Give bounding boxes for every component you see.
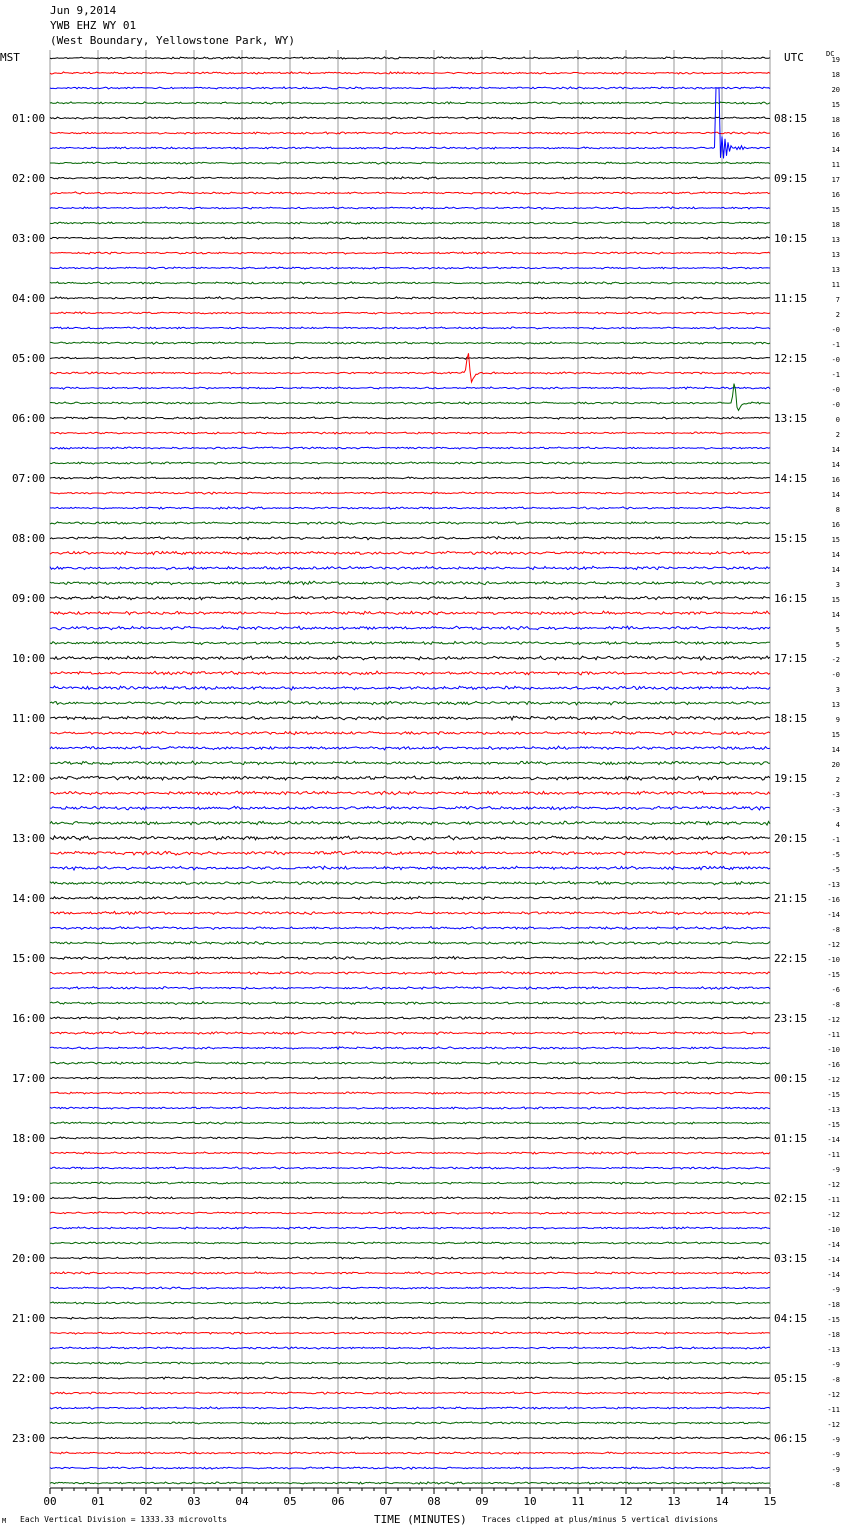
dc-offset-label: -10 xyxy=(827,1226,840,1234)
dc-offset-label: -0 xyxy=(831,671,840,679)
dc-offset-label: 11 xyxy=(831,161,840,169)
trace-row-78 xyxy=(50,1227,770,1229)
trace-row-48 xyxy=(50,776,770,780)
hour-label-left: 14:00 xyxy=(12,892,46,905)
hour-label-right: 10:15 xyxy=(774,232,808,245)
trace-row-19 xyxy=(50,342,770,344)
hour-label-left: 03:00 xyxy=(12,232,46,245)
trace-row-72 xyxy=(50,1137,770,1139)
hour-label-left: 02:00 xyxy=(12,172,46,185)
dc-offset-label: 15 xyxy=(831,596,840,604)
dc-offset-label: 14 xyxy=(831,146,840,154)
trace-row-81 xyxy=(50,1272,770,1274)
hour-label-right: 18:15 xyxy=(774,712,808,725)
trace-row-37 xyxy=(50,611,770,615)
trace-row-15 xyxy=(50,282,770,284)
x-tick-label: 01 xyxy=(91,1495,105,1508)
trace-row-74 xyxy=(50,1167,770,1169)
dc-offset-label: 14 xyxy=(831,551,840,559)
dc-offset-label: -15 xyxy=(827,971,840,979)
trace-row-51 xyxy=(50,821,770,825)
dc-offset-label: -6 xyxy=(831,986,840,994)
trace-row-46 xyxy=(50,746,770,750)
hour-label-right: 05:15 xyxy=(774,1372,808,1385)
trace-row-8 xyxy=(50,177,770,179)
trace-row-71 xyxy=(50,1122,770,1124)
trace-row-84 xyxy=(50,1317,770,1319)
trace-row-7 xyxy=(50,162,770,164)
hour-label-right: 22:15 xyxy=(774,952,808,965)
trace-row-62 xyxy=(50,987,770,990)
dc-offset-label: -9 xyxy=(831,1451,840,1459)
trace-row-57 xyxy=(50,911,770,914)
trace-row-20 xyxy=(50,357,770,359)
trace-row-93 xyxy=(50,1452,770,1454)
scale-note: Each Vertical Division = 1333.33 microvolts xyxy=(20,1515,228,1524)
trace-row-53 xyxy=(50,851,770,855)
dc-offset-label: -15 xyxy=(827,1316,840,1324)
dc-offset-label: -5 xyxy=(831,851,840,859)
trace-row-52 xyxy=(50,836,770,840)
x-tick-label: 06 xyxy=(331,1495,345,1508)
dc-offset-label: -14 xyxy=(827,1136,840,1144)
trace-row-80 xyxy=(50,1257,770,1259)
dc-offset-label: 2 xyxy=(835,311,840,319)
trace-row-43 xyxy=(50,701,770,705)
trace-row-24 xyxy=(50,417,770,419)
trace-row-50 xyxy=(50,806,770,810)
hour-label-right: 19:15 xyxy=(774,772,808,785)
hour-label-left: 09:00 xyxy=(12,592,46,605)
trace-row-39 xyxy=(50,641,770,644)
dc-offset-label: -1 xyxy=(831,836,840,844)
dc-offset-label: -12 xyxy=(827,1016,840,1024)
dc-offset-label: 13 xyxy=(831,236,840,244)
dc-offset-label: -0 xyxy=(831,326,840,334)
dc-offset-label: -0 xyxy=(831,401,840,409)
dc-offset-label: -12 xyxy=(827,1421,840,1429)
trace-row-5 xyxy=(50,132,770,134)
dc-offset-label: -14 xyxy=(827,1241,840,1249)
trace-row-32 xyxy=(50,537,770,540)
trace-row-4 xyxy=(50,117,770,119)
trace-row-17 xyxy=(50,312,770,314)
dc-offset-label: -12 xyxy=(827,1391,840,1399)
dc-offset-label: 16 xyxy=(831,131,840,139)
trace-row-79 xyxy=(50,1242,770,1244)
dc-offset-label: 9 xyxy=(835,716,840,724)
trace-row-67 xyxy=(50,1062,770,1065)
dc-offset-label: -13 xyxy=(827,881,840,889)
dc-offset-label: 13 xyxy=(831,266,840,274)
dc-offset-label: 17 xyxy=(831,176,840,184)
dc-offset-label: -9 xyxy=(831,1466,840,1474)
dc-offset-label: 13 xyxy=(831,251,840,259)
x-tick-label: 04 xyxy=(235,1495,249,1508)
dc-offset-label: -16 xyxy=(827,1061,840,1069)
hour-label-left: 11:00 xyxy=(12,712,46,725)
dc-offset-label: -13 xyxy=(827,1346,840,1354)
dc-offset-label: -8 xyxy=(831,1001,840,1009)
trace-row-35 xyxy=(50,581,770,585)
dc-offset-label: -5 xyxy=(831,866,840,874)
x-tick-label: 13 xyxy=(667,1495,681,1508)
x-tick-label: 08 xyxy=(427,1495,441,1508)
station-name: YWB EHZ WY 01 xyxy=(50,19,137,32)
dc-offset-label: 14 xyxy=(831,461,840,469)
x-tick-label: 00 xyxy=(43,1495,57,1508)
trace-row-29 xyxy=(50,492,770,494)
trace-row-0 xyxy=(50,57,770,60)
trace-row-44 xyxy=(50,716,770,720)
helicorder-traces xyxy=(50,57,770,1485)
hour-label-right: 11:15 xyxy=(774,292,808,305)
trace-row-16 xyxy=(50,297,770,299)
dc-offset-label: 15 xyxy=(831,101,840,109)
dc-offset-label: -10 xyxy=(827,1046,840,1054)
trace-row-22 xyxy=(50,387,770,389)
x-tick-label: 10 xyxy=(523,1495,537,1508)
station-location: (West Boundary, Yellowstone Park, WY) xyxy=(50,34,296,47)
trace-row-33 xyxy=(50,551,770,554)
trace-row-54 xyxy=(50,866,770,870)
trace-row-6 xyxy=(50,88,770,159)
hour-label-left: 16:00 xyxy=(12,1012,46,1025)
dc-offset-label: -8 xyxy=(831,1376,840,1384)
trace-row-65 xyxy=(50,1032,770,1035)
trace-row-38 xyxy=(50,626,770,630)
dc-offset-label: 18 xyxy=(831,221,840,229)
hour-label-left: 06:00 xyxy=(12,412,46,425)
hour-label-right: 14:15 xyxy=(774,472,808,485)
trace-row-76 xyxy=(50,1197,770,1199)
trace-row-49 xyxy=(50,791,770,795)
dc-offset-label: -0 xyxy=(831,386,840,394)
trace-row-9 xyxy=(50,192,770,194)
dc-offset-label: -1 xyxy=(831,341,840,349)
trace-row-36 xyxy=(50,596,770,600)
dc-offset-label: -12 xyxy=(827,1076,840,1084)
x-tick-label: 11 xyxy=(571,1495,585,1508)
dc-offset-label: 3 xyxy=(835,581,840,589)
trace-row-85 xyxy=(50,1332,770,1334)
dc-offset-label: 16 xyxy=(831,191,840,199)
trace-row-94 xyxy=(50,1467,770,1469)
dc-offset-label: 13 xyxy=(831,701,840,709)
plot-date: Jun 9,2014 xyxy=(50,4,117,17)
hour-label-left: 17:00 xyxy=(12,1072,46,1085)
trace-row-14 xyxy=(50,267,770,269)
trace-row-91 xyxy=(50,1422,770,1424)
trace-row-89 xyxy=(50,1392,770,1394)
hour-label-right: 15:15 xyxy=(774,532,808,545)
x-tick-label: 12 xyxy=(619,1495,633,1508)
hour-label-right: 04:15 xyxy=(774,1312,808,1325)
dc-offset-label: -11 xyxy=(827,1151,840,1159)
trace-row-66 xyxy=(50,1047,770,1050)
x-tick-label: 02 xyxy=(139,1495,153,1508)
hour-label-right: 20:15 xyxy=(774,832,808,845)
trace-row-12 xyxy=(50,237,770,239)
hour-label-right: 13:15 xyxy=(774,412,808,425)
dc-offset-label: 8 xyxy=(835,506,840,514)
dc-offset-label: 16 xyxy=(831,476,840,484)
dc-offset-label: 2 xyxy=(835,431,840,439)
trace-row-59 xyxy=(50,941,770,944)
hour-label-right: 00:15 xyxy=(774,1072,808,1085)
trace-row-87 xyxy=(50,1362,770,1364)
trace-row-60 xyxy=(50,957,770,960)
hour-label-left: 19:00 xyxy=(12,1192,46,1205)
dc-offset-label: -14 xyxy=(827,1271,840,1279)
dc-offset-label: 11 xyxy=(831,281,840,289)
dc-offset-label: 18 xyxy=(831,71,840,79)
dc-offset-label: -11 xyxy=(827,1031,840,1039)
dc-offset-label: -18 xyxy=(827,1331,840,1339)
hour-label-right: 16:15 xyxy=(774,592,808,605)
hour-label-right: 06:15 xyxy=(774,1432,808,1445)
hour-label-left: 20:00 xyxy=(12,1252,46,1265)
dc-offset-label: -11 xyxy=(827,1406,840,1414)
hour-label-right: 03:15 xyxy=(774,1252,808,1265)
dc-offset-label: -15 xyxy=(827,1121,840,1129)
hour-label-right: 08:15 xyxy=(774,112,808,125)
dc-offset-label: -13 xyxy=(827,1106,840,1114)
hour-label-left: 13:00 xyxy=(12,832,46,845)
trace-row-69 xyxy=(50,1092,770,1094)
hour-label-left: 10:00 xyxy=(12,652,46,665)
trace-row-61 xyxy=(50,972,770,975)
dc-offset-label: -16 xyxy=(827,896,840,904)
dc-offset-label: 4 xyxy=(835,821,840,829)
dc-offset-label: -11 xyxy=(827,1196,840,1204)
trace-row-3 xyxy=(50,102,770,104)
dc-offset-label: 5 xyxy=(835,626,840,634)
trace-row-88 xyxy=(50,1377,770,1379)
trace-row-75 xyxy=(50,1182,770,1184)
trace-row-45 xyxy=(50,732,770,735)
dc-label: DC xyxy=(826,50,835,58)
trace-row-73 xyxy=(50,1152,770,1154)
hour-label-right: 17:15 xyxy=(774,652,808,665)
trace-row-92 xyxy=(50,1437,770,1439)
x-axis-label: TIME (MINUTES) xyxy=(374,1513,467,1526)
mst-label: MST xyxy=(0,51,20,64)
hour-label-left: 12:00 xyxy=(12,772,46,785)
dc-offset-label: 19 xyxy=(831,56,840,64)
trace-row-70 xyxy=(50,1107,770,1109)
hour-label-left: 07:00 xyxy=(12,472,46,485)
x-tick-label: 07 xyxy=(379,1495,393,1508)
dc-offset-label: 16 xyxy=(831,521,840,529)
x-tick-label: 05 xyxy=(283,1495,297,1508)
trace-row-11 xyxy=(50,222,770,224)
hour-label-left: 18:00 xyxy=(12,1132,46,1145)
trace-row-2 xyxy=(50,87,770,89)
dc-offset-label: -9 xyxy=(831,1436,840,1444)
trace-row-1 xyxy=(50,72,770,74)
hour-label-left: 15:00 xyxy=(12,952,46,965)
dc-offset-label: -8 xyxy=(831,1481,840,1489)
hour-label-right: 12:15 xyxy=(774,352,808,365)
dc-offset-label: -8 xyxy=(831,926,840,934)
dc-offset-label: 0 xyxy=(835,416,840,424)
dc-offset-label: 14 xyxy=(831,566,840,574)
dc-offset-label: 14 xyxy=(831,746,840,754)
dc-offset-label: -9 xyxy=(831,1166,840,1174)
trace-row-28 xyxy=(50,477,770,479)
dc-offset-label: -3 xyxy=(831,791,840,799)
x-tick-label: 09 xyxy=(475,1495,489,1508)
utc-label: UTC xyxy=(784,51,804,64)
dc-offset-label: 14 xyxy=(831,611,840,619)
dc-offset-label: -12 xyxy=(827,941,840,949)
trace-row-26 xyxy=(50,447,770,449)
dc-offset-label: -2 xyxy=(831,656,840,664)
hour-label-left: 23:00 xyxy=(12,1432,46,1445)
dc-offset-label: 14 xyxy=(831,491,840,499)
trace-row-90 xyxy=(50,1407,770,1409)
dc-offset-label: 7 xyxy=(835,296,840,304)
hour-label-right: 01:15 xyxy=(774,1132,808,1145)
trace-row-47 xyxy=(50,761,770,765)
trace-row-58 xyxy=(50,927,770,930)
dc-offset-label: 18 xyxy=(831,116,840,124)
hour-label-left: 05:00 xyxy=(12,352,46,365)
hour-label-right: 23:15 xyxy=(774,1012,808,1025)
dc-offset-label: 20 xyxy=(831,86,840,94)
dc-offset-label: -9 xyxy=(831,1286,840,1294)
dc-offset-label: 20 xyxy=(831,761,840,769)
footer-mark: M xyxy=(2,1517,7,1525)
trace-row-82 xyxy=(50,1287,770,1289)
trace-row-30 xyxy=(50,507,770,509)
trace-row-83 xyxy=(50,1302,770,1304)
dc-offset-label: -15 xyxy=(827,1091,840,1099)
trace-row-25 xyxy=(50,432,770,434)
dc-offset-label: -14 xyxy=(827,911,840,919)
trace-row-18 xyxy=(50,327,770,329)
trace-row-34 xyxy=(50,566,770,570)
trace-row-77 xyxy=(50,1212,770,1214)
trace-row-31 xyxy=(50,522,770,525)
hour-label-left: 04:00 xyxy=(12,292,46,305)
hour-label-left: 22:00 xyxy=(12,1372,46,1385)
x-tick-label: 03 xyxy=(187,1495,201,1508)
dc-offset-label: 15 xyxy=(831,731,840,739)
dc-offset-label: 5 xyxy=(835,641,840,649)
dc-offset-label: 3 xyxy=(835,686,840,694)
dc-offset-label: -18 xyxy=(827,1301,840,1309)
dc-offset-label: 14 xyxy=(831,446,840,454)
dc-offset-label: -0 xyxy=(831,356,840,364)
dc-offset-label: -3 xyxy=(831,806,840,814)
trace-row-56 xyxy=(50,896,770,899)
hour-label-left: 08:00 xyxy=(12,532,46,545)
trace-row-27 xyxy=(50,462,770,464)
hour-label-right: 21:15 xyxy=(774,892,808,905)
trace-row-55 xyxy=(50,881,770,885)
hour-label-left: 21:00 xyxy=(12,1312,46,1325)
dc-offset-label: -12 xyxy=(827,1211,840,1219)
dc-offset-label: -10 xyxy=(827,956,840,964)
dc-offset-label: -14 xyxy=(827,1256,840,1264)
trace-row-63 xyxy=(50,1002,770,1005)
trace-row-86 xyxy=(50,1347,770,1349)
hour-label-left: 01:00 xyxy=(12,112,46,125)
x-tick-label: 14 xyxy=(715,1495,729,1508)
trace-row-64 xyxy=(50,1017,770,1020)
dc-offset-label: 15 xyxy=(831,206,840,214)
dc-offset-label: 2 xyxy=(835,776,840,784)
dc-offset-label: 15 xyxy=(831,536,840,544)
clip-note: Traces clipped at plus/minus 5 vertical divisions xyxy=(482,1515,719,1524)
trace-row-42 xyxy=(50,686,770,690)
trace-row-68 xyxy=(50,1077,770,1079)
dc-offset-label: -12 xyxy=(827,1181,840,1189)
trace-row-10 xyxy=(50,207,770,209)
hour-label-right: 02:15 xyxy=(774,1192,808,1205)
hour-label-right: 09:15 xyxy=(774,172,808,185)
trace-row-40 xyxy=(50,656,770,660)
trace-row-13 xyxy=(50,252,770,254)
dc-offset-label: -1 xyxy=(831,371,840,379)
trace-row-41 xyxy=(50,671,770,675)
dc-offset-label: -9 xyxy=(831,1361,840,1369)
x-tick-label: 15 xyxy=(763,1495,777,1508)
trace-row-95 xyxy=(50,1482,770,1484)
